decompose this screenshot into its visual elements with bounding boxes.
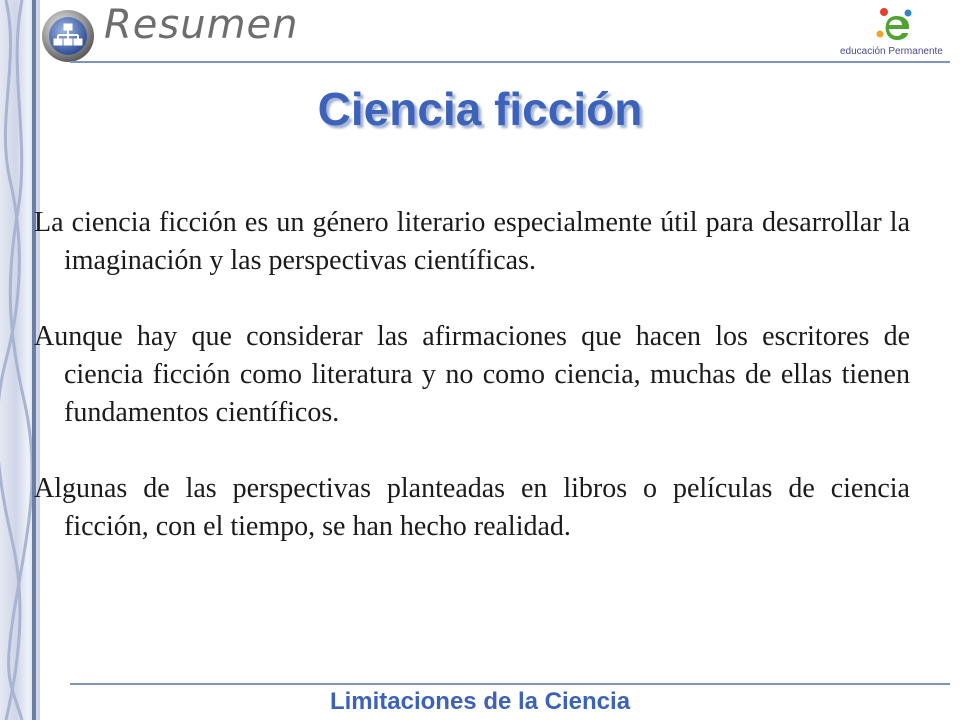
paragraph-3 xyxy=(34,470,910,546)
header-divider xyxy=(70,61,950,63)
paragraph-2 xyxy=(34,318,910,432)
slide-title: Ciencia ficción xyxy=(317,83,643,135)
section-title: Resumen xyxy=(104,2,299,48)
paragraph-text: Aunque hay que considerar las afirmaciones que hacen los escritores de ciencia ficción como literatura y no como ciencia, muchas de ellas tienen fundamentos científicos. xyxy=(34,321,910,428)
paragraph-1 xyxy=(34,204,910,280)
footer-divider xyxy=(70,683,950,685)
footer-title: Limitaciones de la Ciencia xyxy=(329,688,631,715)
educacion-permanente-logo xyxy=(866,4,926,46)
brand-name: educación Permanente xyxy=(840,46,943,57)
paragraph-text: Algunas de las perspectivas planteadas en libros o películas de ciencia ficción, con el tiempo, se han hecho realidad. xyxy=(34,473,910,542)
slide-body xyxy=(34,204,910,584)
sitemap-icon xyxy=(40,8,96,64)
paragraph-text: La ciencia ficción es un género literario especialmente útil para desarrollar la imaginación y las perspectivas científicas. xyxy=(34,207,910,276)
